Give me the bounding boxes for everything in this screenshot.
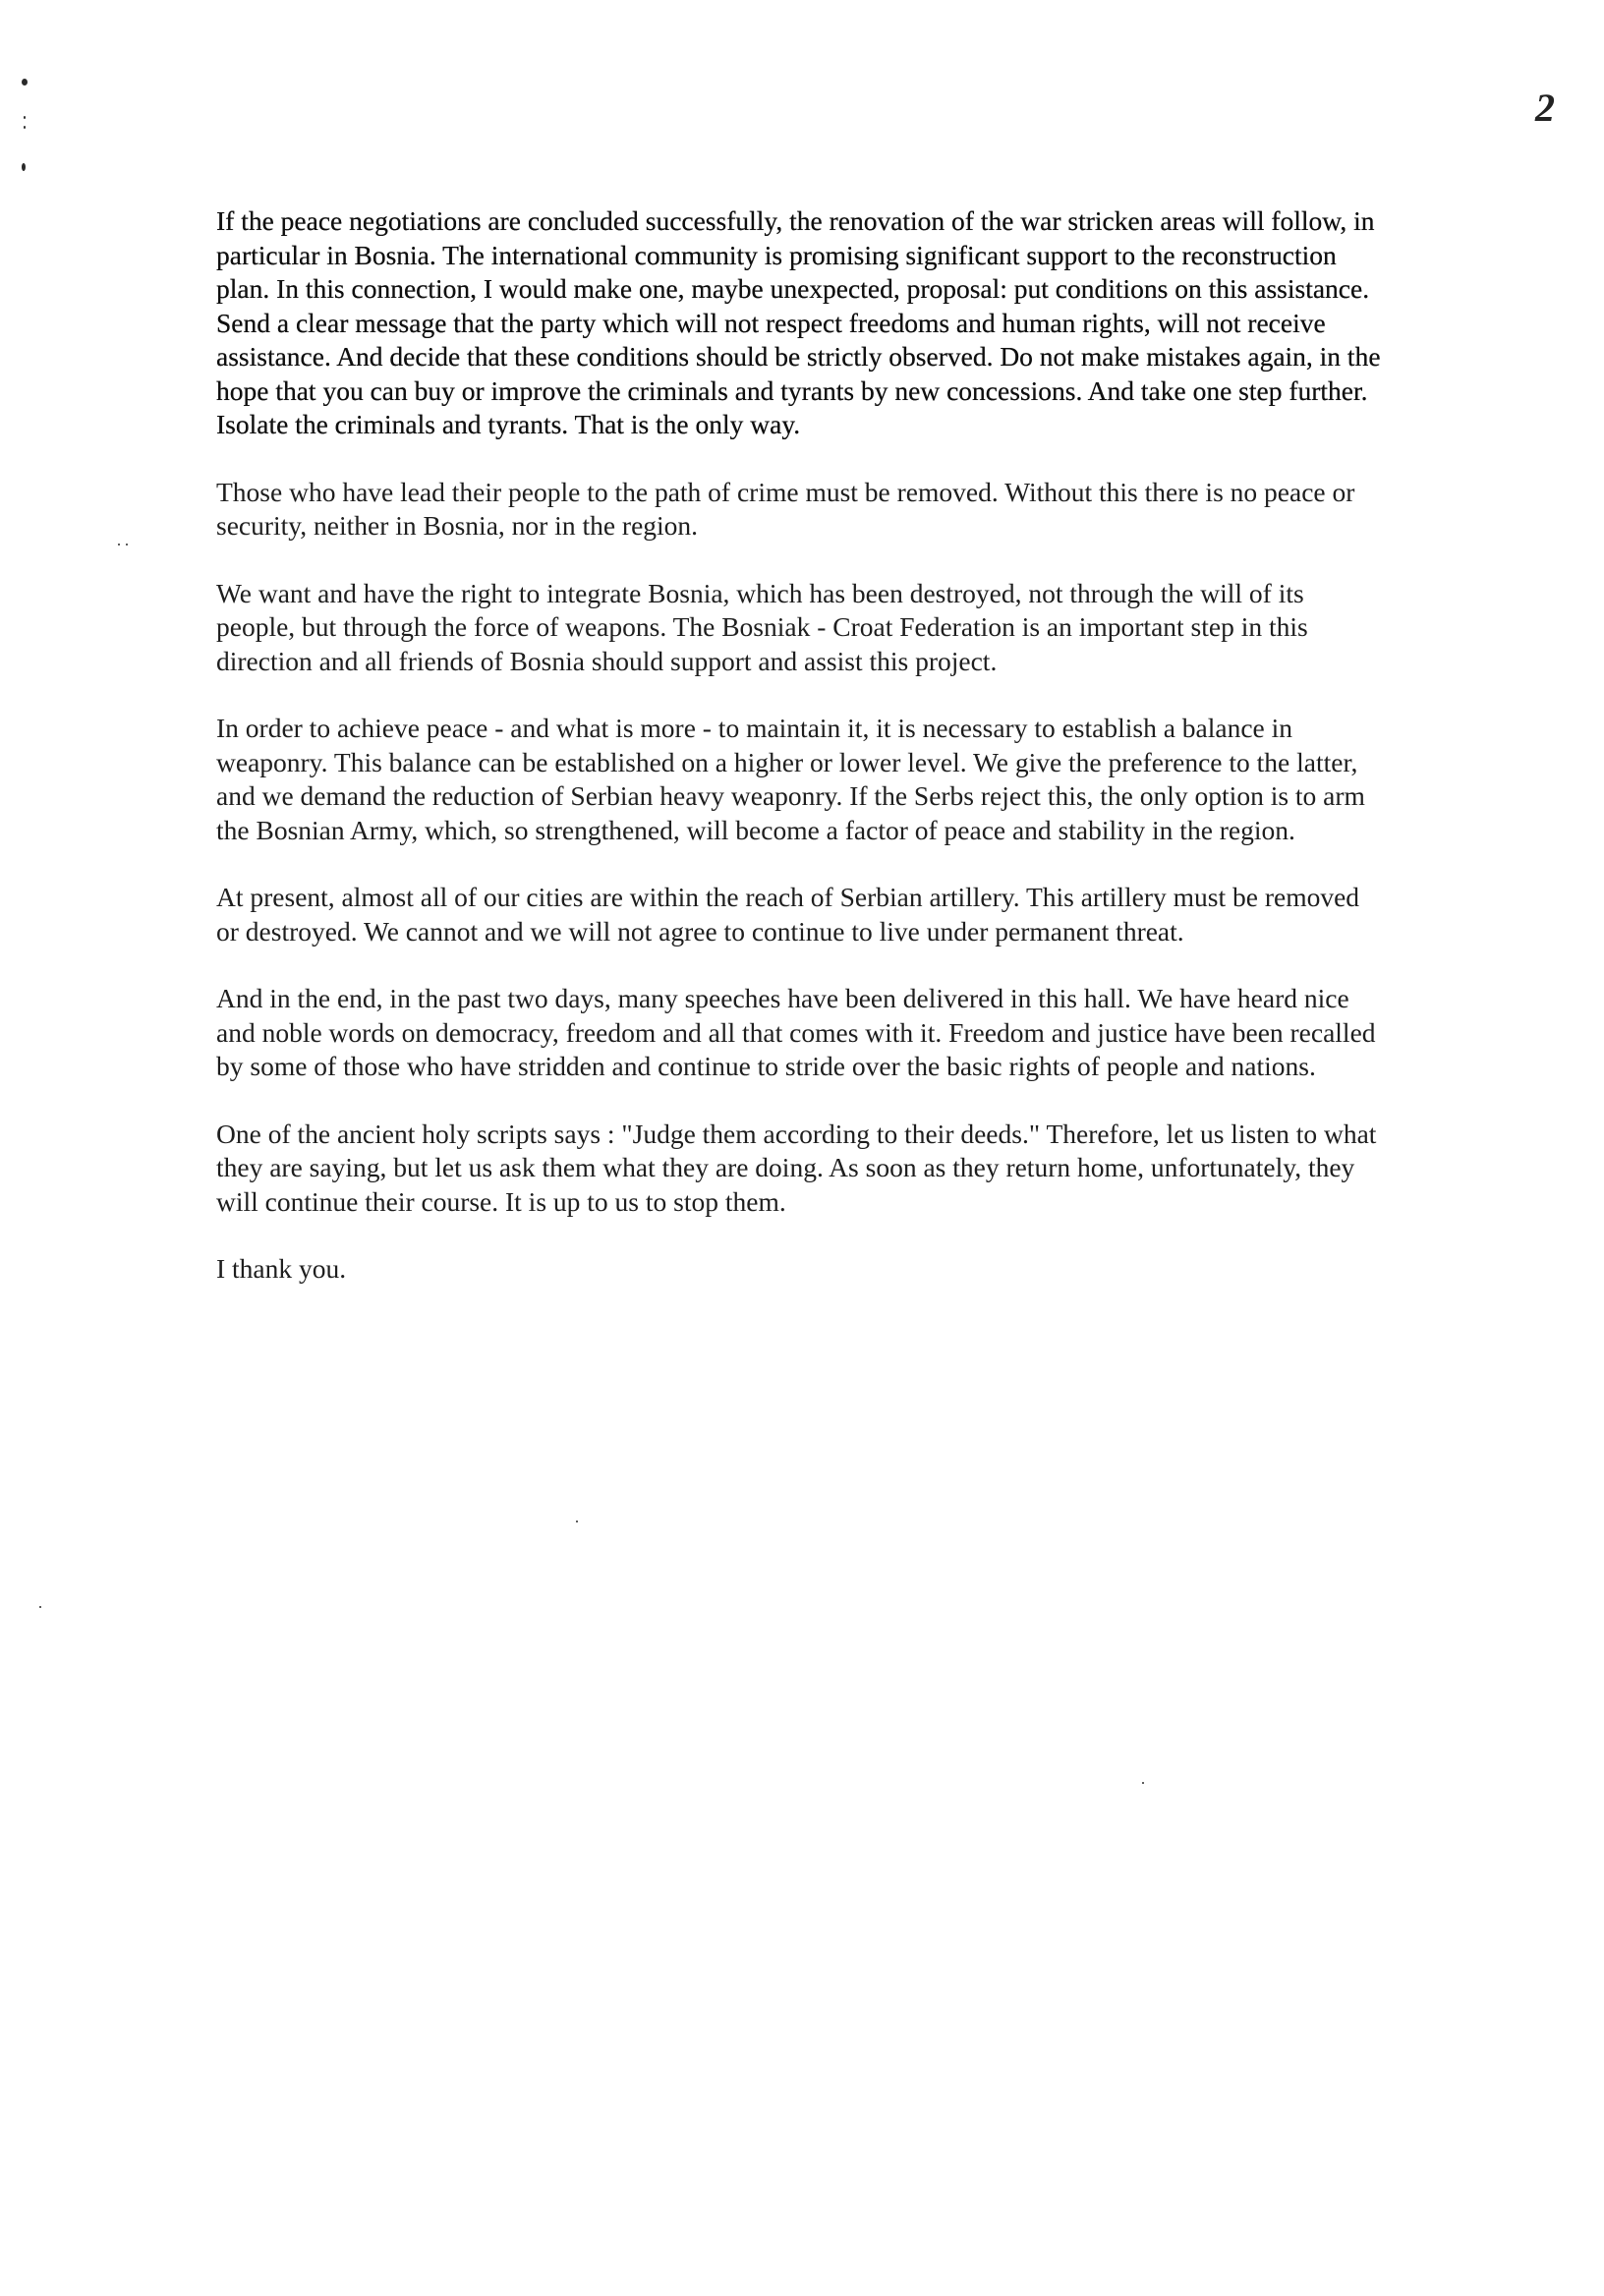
- closing-line: I thank you.: [216, 1253, 347, 1284]
- speech-body: [216, 204, 1386, 1320]
- paragraph: In order to achieve peace - and what is more - to maintain it, it is necessary to establish a balance in weaponry. This balance can be established on a higher or lower level. We give the preference to the latter, and we demand the reduction of Serbian heavy weaponry. If the Serbs reject this, the only option is to arm the Bosnian Army, which, so strengthened, will become a factor of peace and stability in the region.: [216, 713, 1365, 845]
- scan-speck: [576, 1521, 578, 1522]
- paragraph: If the peace negotiations are concluded successfully, the renovation of the war stricken areas will follow, in particular in Bosnia. The international community is promising significant support to the reconstruction plan. In this connection, I would make one, maybe unexpected, proposal: put conditions on this assistance. Send a clear message that the party which will not respect freedoms and human rights, will not receive assistance. And decide that these conditions should be strictly observed. Do not make mistakes again, in the hope that you can buy or improve the criminals and tyrants by new concessions. And take one step further. Isolate the criminals and tyrants. That is the only way.: [216, 205, 1381, 439]
- scan-speck: [24, 116, 26, 119]
- scan-speck: [118, 544, 120, 545]
- scan-speck: [1142, 1782, 1144, 1784]
- scan-speck: [39, 1606, 41, 1608]
- paragraph: We want and have the right to integrate Bosnia, which has been destroyed, not through the will of its people, but through the force of weapons. The Bosniak - Croat Federation is an important step in this direction and all friends of Bosnia should support and assist this project.: [216, 577, 1308, 676]
- paragraph: Those who have lead their people to the path of crime must be removed. Without this there is no peace or security, neither in Bosnia, nor in the region.: [216, 476, 1355, 541]
- paragraph: And in the end, in the past two days, many speeches have been delivered in this hall. We have heard nice and noble words on democracy, freedom and all that comes with it. Freedom and justice have been recalled by some of those who have stridden and continue to stride over the basic rights of people and nations.: [216, 983, 1376, 1081]
- scan-speck: [126, 544, 128, 545]
- page-number: 2: [1535, 86, 1555, 130]
- paragraph: At present, almost all of our cities are within the reach of Serbian artillery. This artillery must be removed or destroyed. We cannot and we will not agree to continue to live under permanent threat.: [216, 882, 1360, 947]
- paragraph: One of the ancient holy scripts says : "Judge them according to their deeds." Therefore, let us listen to what they are saying, but let us ask them what they are doing. As soon as they return home, unfortunately, they will continue their course. It is up to us to stop them.: [216, 1118, 1377, 1217]
- scan-speck: [24, 126, 26, 129]
- scan-speck: [22, 163, 26, 171]
- scan-speck: [22, 79, 28, 86]
